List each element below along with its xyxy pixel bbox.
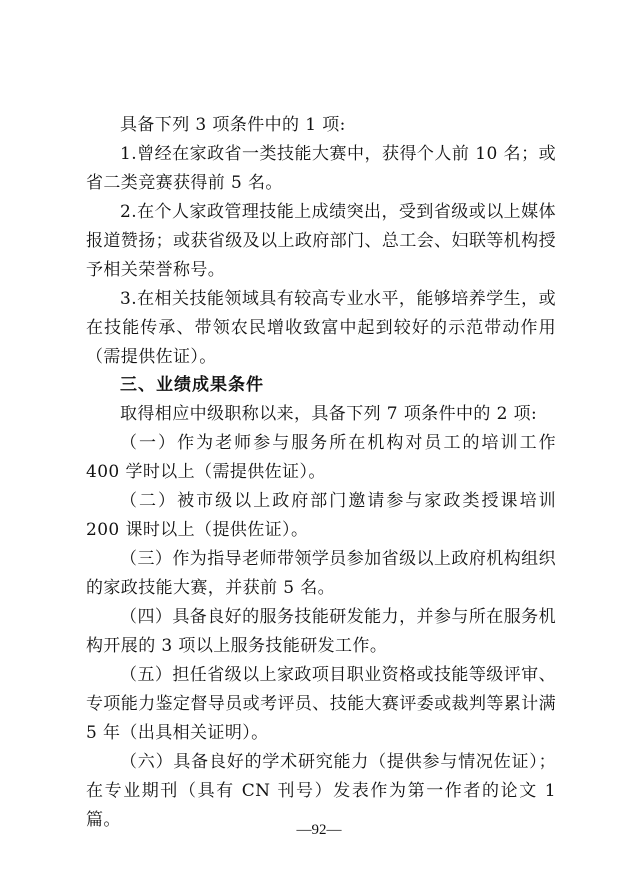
page-number: —92— bbox=[296, 822, 342, 838]
condition-3-paragraph: （三）作为指导老师带领学员参加省级以上政府机构组织的家政技能大赛，并获前 5 名。 bbox=[86, 549, 556, 598]
item-3-paragraph: 3.在相关技能领域具有较高专业水平，能够培养学生，或在技能传承、带领农民增收致富中起到较好的示范带动作用（需提供佐证）。 bbox=[86, 289, 556, 367]
condition-2-paragraph: （二）被市级以上政府部门邀请参与家政类授课培训 200 课时以上（提供佐证）。 bbox=[86, 491, 556, 540]
condition-5-paragraph: （五）担任省级以上家政项目职业资格或技能等级评审、专项能力鉴定督导员或考评员、技能大赛评委或裁判等累计满 5 年（出具相关证明）。 bbox=[86, 665, 556, 743]
item-2-paragraph: 2.在个人家政管理技能上成绩突出，受到省级或以上媒体报道赞扬；或获省级及以上政府部门、总工会、妇联等机构授予相关荣誉称号。 bbox=[86, 202, 556, 280]
section-intro-paragraph: 取得相应中级职称以来，具备下列 7 项条件中的 2 项: bbox=[120, 404, 538, 424]
condition-4-paragraph: （四）具备良好的服务技能研发能力，并参与所在服务机构开展的 3 项以上服务技能研发工作。 bbox=[86, 607, 556, 656]
section-heading: 三、业绩成果条件 bbox=[120, 375, 264, 395]
condition-6-paragraph: （六）具备良好的学术研究能力（提供参与情况佐证）；在专业期刊（具有 CN 刊号）发表作为第一作者的论文 1 篇。 bbox=[86, 752, 556, 830]
item-1-paragraph: 1.曾经在家政省一类技能大赛中，获得个人前 10 名；或省二类竞赛获得前 5 名。 bbox=[86, 144, 556, 193]
intro-paragraph: 具备下列 3 项条件中的 1 项: bbox=[120, 115, 346, 135]
condition-1-paragraph: （一）作为老师参与服务所在机构对员工的培训工作 400 学时以上（需提供佐证）。 bbox=[86, 433, 556, 482]
